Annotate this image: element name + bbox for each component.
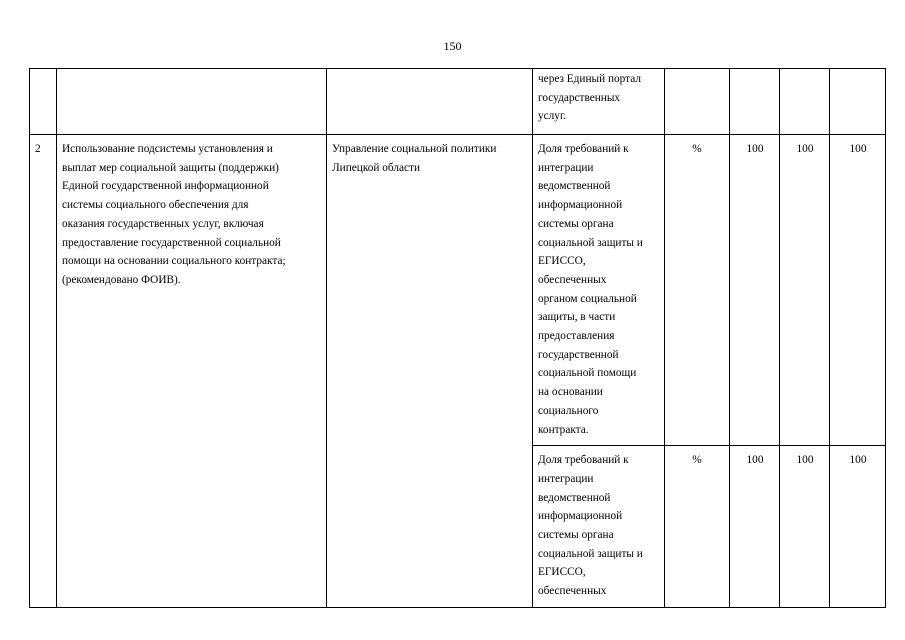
measure-cell bbox=[57, 69, 327, 135]
value-cell bbox=[730, 446, 780, 608]
indicator-cell bbox=[533, 446, 665, 608]
value-3: 100 bbox=[849, 143, 867, 155]
indicator-text: через Единый портал государственных услуг. bbox=[538, 73, 642, 123]
value-cell bbox=[830, 446, 886, 608]
measure-text: Использование подсистемы установления и выплат мер социальной защиты (поддержки) Единой государственной информационной системы социального обеспечения для оказания государственных услуг, включая предоставление государственной социальной помощи на основании социального контракта; (рекомендовано ФОИВ). bbox=[62, 143, 286, 286]
table-row bbox=[30, 135, 886, 446]
unit-text: % bbox=[692, 143, 702, 155]
value-cell bbox=[830, 135, 886, 446]
responsible-cell bbox=[327, 69, 533, 135]
responsible-text: Управление социальной политики Липецкой области bbox=[332, 143, 497, 174]
value-2: 100 bbox=[796, 143, 814, 155]
value-cell bbox=[780, 446, 830, 608]
measure-cell bbox=[57, 135, 327, 608]
responsible-cell bbox=[327, 135, 533, 608]
row-index: 2 bbox=[35, 143, 41, 155]
indicator-cell bbox=[533, 135, 665, 446]
value-cell bbox=[780, 135, 830, 446]
value-cell bbox=[730, 69, 780, 135]
indicator-text: Доля требований к интеграции ведомственной информационной системы органа социальной защиты и ЕГИССО, обеспеченных bbox=[538, 454, 643, 598]
value-1: 100 bbox=[746, 143, 764, 155]
page-number: 150 bbox=[443, 39, 462, 53]
unit-cell bbox=[665, 135, 730, 446]
value-cell bbox=[780, 69, 830, 135]
unit-cell bbox=[665, 69, 730, 135]
unit-text: % bbox=[692, 454, 702, 467]
indicator-cell bbox=[533, 69, 665, 135]
index-cell bbox=[30, 135, 57, 608]
table-row-continued bbox=[30, 69, 886, 135]
value-1: 100 bbox=[746, 454, 764, 467]
measures-table bbox=[29, 68, 886, 608]
value-cell bbox=[730, 135, 780, 446]
value-cell bbox=[830, 69, 886, 135]
index-cell bbox=[30, 69, 57, 135]
indicator-text: Доля требований к интеграции ведомственной информационной системы органа социальной защиты и ЕГИССО, обеспеченных органом социальной защиты, в части предоставления государственной социальной помощи на основании социального контракта. bbox=[538, 143, 643, 436]
unit-cell bbox=[665, 446, 730, 608]
value-3: 100 bbox=[849, 454, 867, 467]
value-2: 100 bbox=[796, 454, 814, 467]
